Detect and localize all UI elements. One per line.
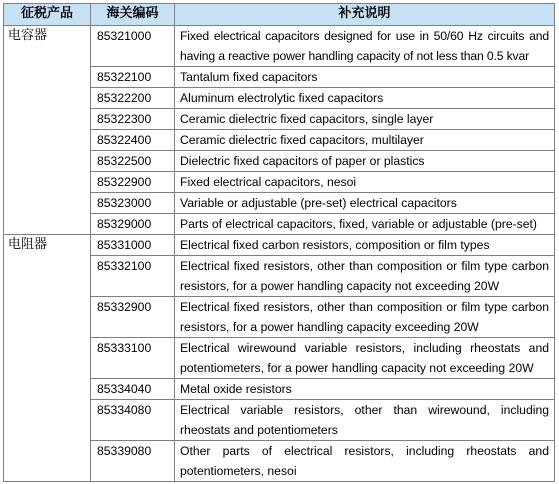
table-row bbox=[4, 235, 555, 256]
hs-code: 85322400 bbox=[91, 130, 175, 151]
header-row bbox=[4, 4, 555, 26]
description: Dielectric fixed capacitors of paper or plastics bbox=[175, 151, 555, 172]
header-product: 征税产品 bbox=[4, 4, 91, 26]
hs-code: 85323000 bbox=[91, 193, 175, 214]
product-category: 电阻器 bbox=[4, 235, 91, 482]
hs-code: 85322500 bbox=[91, 151, 175, 172]
description: Ceramic dielectric fixed capacitors, single layer bbox=[175, 109, 555, 130]
hs-code: 85321000 bbox=[91, 26, 175, 67]
description: Other parts of electrical resistors, including rheostats and potentiometers, nesoi bbox=[175, 441, 555, 482]
description: Variable or adjustable (pre-set) electrical capacitors bbox=[175, 193, 555, 214]
description: Fixed electrical capacitors, nesoi bbox=[175, 172, 555, 193]
table-body bbox=[4, 26, 555, 482]
hs-code: 85332100 bbox=[91, 256, 175, 297]
description: Tantalum fixed capacitors bbox=[175, 67, 555, 88]
hs-code: 85334080 bbox=[91, 400, 175, 441]
description: Electrical variable resistors, other than wirewound, including rheostats and potentiometers bbox=[175, 400, 555, 441]
hs-code: 85331000 bbox=[91, 235, 175, 256]
description: Ceramic dielectric fixed capacitors, multilayer bbox=[175, 130, 555, 151]
description: Electrical fixed carbon resistors, composition or film types bbox=[175, 235, 555, 256]
hs-code: 85332900 bbox=[91, 297, 175, 338]
hs-code: 85322300 bbox=[91, 109, 175, 130]
hs-code: 85339080 bbox=[91, 441, 175, 482]
description: Parts of electrical capacitors, fixed, variable or adjustable (pre-set) bbox=[175, 214, 555, 235]
hs-code: 85322100 bbox=[91, 67, 175, 88]
description: Metal oxide resistors bbox=[175, 379, 555, 400]
description: Aluminum electrolytic fixed capacitors bbox=[175, 88, 555, 109]
description: Fixed electrical capacitors designed for use in 50/60 Hz circuits and having a reactive power handling capacity of not less than 0.5 kvar bbox=[175, 26, 555, 67]
table-row bbox=[4, 26, 555, 67]
header-code: 海关编码 bbox=[91, 4, 175, 26]
tariff-table bbox=[3, 3, 555, 482]
description: Electrical wirewound variable resistors, including rheostats and potentiometers, for a power handling capacity not exceeding 20W bbox=[175, 338, 555, 379]
hs-code: 85322200 bbox=[91, 88, 175, 109]
hs-code: 85333100 bbox=[91, 338, 175, 379]
hs-code: 85329000 bbox=[91, 214, 175, 235]
product-category: 电容器 bbox=[4, 26, 91, 235]
description: Electrical fixed resistors, other than composition or film type carbon resistors, for a power handling capacity exceeding 20W bbox=[175, 297, 555, 338]
hs-code: 85334040 bbox=[91, 379, 175, 400]
header-note: 补充说明 bbox=[175, 4, 555, 26]
hs-code: 85322900 bbox=[91, 172, 175, 193]
description: Electrical fixed resistors, other than composition or film type carbon resistors, for a power handling capacity not exceeding 20W bbox=[175, 256, 555, 297]
